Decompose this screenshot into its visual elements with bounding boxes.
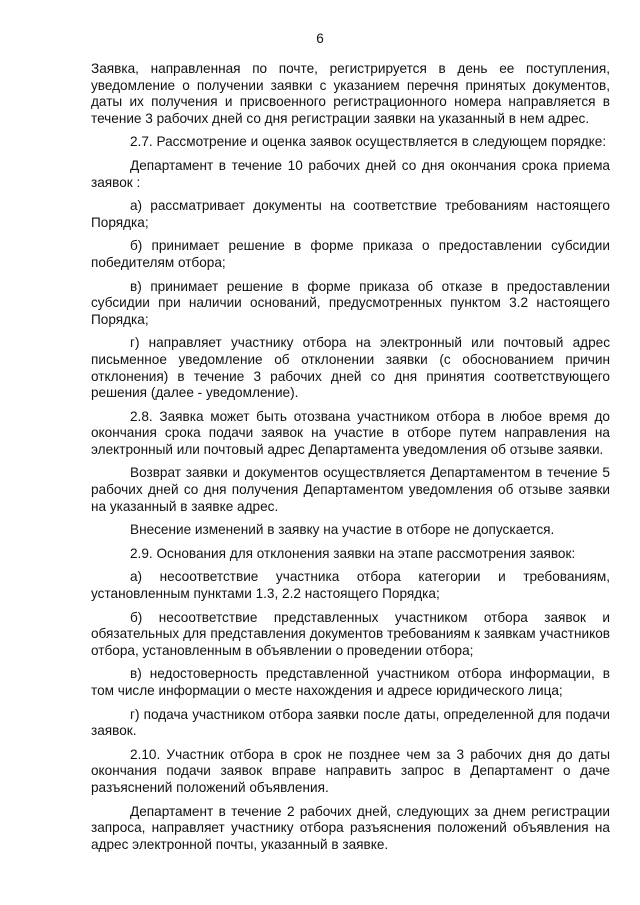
list-item-a: а) несоответствие участника отбора категории и требованиям, установленным пунктами 1.3, 2.2 настоящего Порядка; <box>91 569 610 602</box>
list-item-g: г) подача участником отбора заявки после даты, определенной для подачи заявок. <box>91 706 610 739</box>
page-number: 6 <box>316 31 324 46</box>
list-item-b: б) принимает решение в форме приказа о предоставлении субсидии победителям отбора; <box>91 238 610 270</box>
list-item-v: в) принимает решение в форме приказа об отказе в предоставлении субсидии при наличии оснований, предусмотренных пунктом 3.2 настоящего Порядка; <box>91 278 610 327</box>
document-body <box>91 61 610 860</box>
paragraph-2-8: 2.8. Заявка может быть отозвана участником отбора в любое время до окончания срока подачи заявок на участие в отборе путем направления на электронный или почтовый адрес Департамента уведомления об отзыве заявки. <box>91 408 610 457</box>
paragraph: Департамент в течение 10 рабочих дней со дня окончания срока приема заявок : <box>91 157 610 190</box>
paragraph-2-10: 2.10. Участник отбора в срок не позднее чем за 3 рабочих дня до даты окончания подачи заявок вправе направить запрос в Департамент о даче разъяснений положений объявления. <box>91 746 610 795</box>
list-item-b: б) несоответствие представленных участником отбора заявок и обязательных для представления документов требованиям к заявкам участников отбора, установленным в объявлении о проведении отбора; <box>91 609 610 658</box>
paragraph-2-9: 2.9. Основания для отклонения заявки на этапе рассмотрения заявок: <box>130 545 576 561</box>
paragraph: Заявка, направленная по почте, регистрируется в день ее поступления, уведомление о получении заявки с указанием перечня принятых документов, даты их получения и присвоенного регистрационного номера направляется в течение 3 рабочих дней со дня регистрации заявки на указанный в нем адрес. <box>91 61 610 126</box>
list-item-a: а) рассматривает документы на соответствие требованиям настоящего Порядка; <box>91 198 610 230</box>
list-item-v: в) недостоверность представленной участником отбора информации, в том числе информации о месте нахождения и адресе юридического лица; <box>91 666 610 698</box>
paragraph: Внесение изменений в заявку на участие в отборе не допускается. <box>130 522 555 538</box>
paragraph: Департамент в течение 2 рабочих дней, следующих за днем регистрации запроса, направляет участнику отбора разъяснения положений объявления на адрес электронной почты, указанный в заявке. <box>91 803 610 852</box>
paragraph-2-7: 2.7. Рассмотрение и оценка заявок осуществляется в следующем порядке: <box>130 134 607 150</box>
paragraph: Возврат заявки и документов осуществляется Департаментом в течение 5 рабочих дней со дня получения Департаментом уведомления об отзыве заявки на указанный в заявке адрес. <box>91 465 610 514</box>
list-item-g: г) направляет участнику отбора на электронный или почтовый адрес письменное уведомление об отклонении заявки (с обоснованием причин отклонения) в течение 3 рабочих дней со дня принятия соответствующего решения (далее - уведомление). <box>91 335 610 401</box>
